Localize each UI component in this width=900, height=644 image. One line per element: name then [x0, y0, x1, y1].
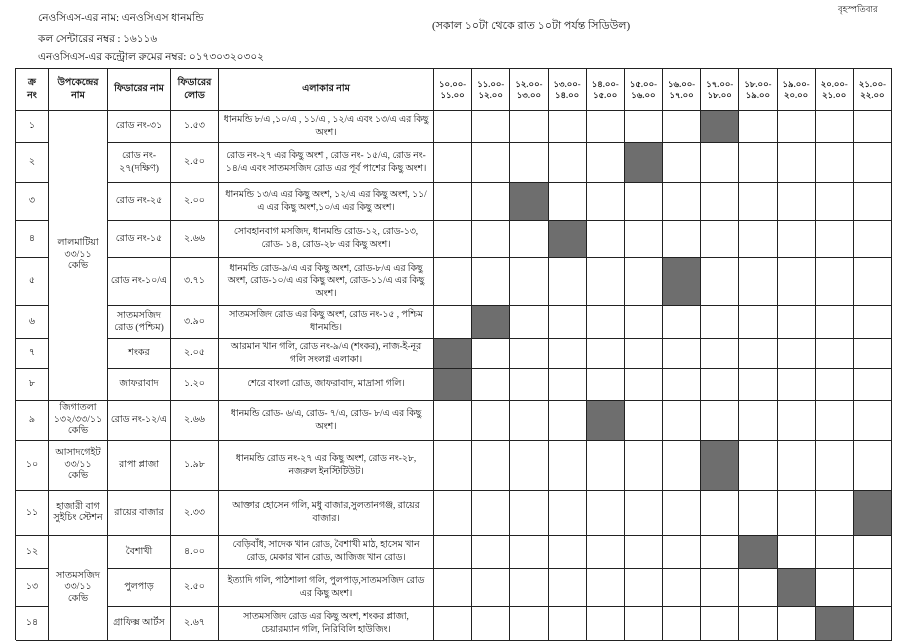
area-cell: ধানমন্ডি ১৩/এ এর কিছু অংশ, ১২/এ এর কিছু অংশ, ১১/এ এর কিছু অংশ,১০/এ এর কিছু অংশ।: [219, 183, 434, 221]
time-slot-cell: [472, 339, 510, 369]
time-slot-cell: [510, 441, 548, 491]
time-slot-cell: [434, 183, 472, 221]
time-slot-cell: [587, 339, 625, 369]
time-slot-cell: [816, 491, 854, 536]
area-cell: ইত্যাদি গলি, পাঠশালা গলি, পুলপাড়,সাতমসজিদ রোড এর কিছু অংশ।: [219, 569, 434, 607]
time-slot-cell: [816, 258, 854, 306]
area-cell: ধানমন্ডি রোড- ৬/এ, রোড- ৭/এ, রোড- ৮/এ এর কিছু অংশ।: [219, 401, 434, 441]
time-slot-cell: [663, 339, 701, 369]
time-slot-cell: [587, 306, 625, 339]
time-slot-cell: [663, 491, 701, 536]
time-slot-cell: [701, 491, 739, 536]
time-slot-header: ১০.০০- ১১.০০: [434, 69, 472, 111]
time-slot-cell: [663, 111, 701, 143]
time-slot-cell: [854, 306, 892, 339]
time-slot-cell: [625, 339, 663, 369]
time-slot-cell: [434, 401, 472, 441]
feeder-load-cell: ১.৯৮: [171, 441, 219, 491]
time-slot-cell: [510, 306, 548, 339]
time-slot-cell: [625, 441, 663, 491]
time-slot-cell: [510, 569, 548, 607]
time-slot-cell: [739, 569, 777, 607]
time-slot-cell: [472, 569, 510, 607]
feeder-load-cell: ২.০৫: [171, 339, 219, 369]
control-room-number: এনওসিএস-এর কন্ট্রোল রুমের নম্বর: ০১৭৩০৩২০৩০২: [38, 52, 264, 63]
time-slot-cell: [816, 221, 854, 258]
feeder-name-cell: রোড নং-৩১: [108, 111, 171, 143]
time-slot-cell: [701, 339, 739, 369]
call-center-number: কল সেন্টারের নম্বর : ১৬১১৬: [38, 34, 158, 45]
serial-cell: ৮: [16, 369, 49, 401]
substation-cell: জিগাতলা ১৩২/৩৩/১১ কেভি: [49, 401, 108, 441]
time-slot-cell: [510, 221, 548, 258]
feeder-name-cell: সাতমসজিদ রোড (পশ্চিম): [108, 306, 171, 339]
feeder-name-cell: গ্রাফিক্স আর্টস: [108, 607, 171, 641]
time-slot-cell: [472, 401, 510, 441]
time-slot-cell: [587, 607, 625, 641]
time-slot-cell: [816, 339, 854, 369]
time-slot-cell: [434, 306, 472, 339]
time-slot-cell: [549, 258, 587, 306]
time-slot-cell: [472, 111, 510, 143]
outage-slot-cell: [701, 441, 739, 491]
feeder-load-cell: ৩.৯০: [171, 306, 219, 339]
time-slot-cell: [739, 306, 777, 339]
time-slot-header: ১৭.০০- ১৮.০০: [701, 69, 739, 111]
time-slot-cell: [434, 491, 472, 536]
time-slot-cell: [625, 369, 663, 401]
time-slot-cell: [549, 536, 587, 569]
time-slot-cell: [701, 306, 739, 339]
feeder-name-cell: রোড নং-১২/এ: [108, 401, 171, 441]
outage-slot-cell: [739, 536, 777, 569]
time-slot-cell: [625, 258, 663, 306]
outage-slot-cell: [854, 491, 892, 536]
time-slot-cell: [549, 369, 587, 401]
time-slot-cell: [816, 369, 854, 401]
time-slot-cell: [778, 491, 816, 536]
time-slot-cell: [549, 607, 587, 641]
time-slot-cell: [739, 111, 777, 143]
time-slot-cell: [510, 143, 548, 183]
feeder-name-cell: বৈশাখী: [108, 536, 171, 569]
column-header-area: এলাকার নাম: [219, 69, 434, 111]
time-slot-cell: [434, 569, 472, 607]
time-slot-cell: [472, 143, 510, 183]
feeder-load-cell: ৩.৭১: [171, 258, 219, 306]
time-slot-cell: [549, 441, 587, 491]
outage-slot-cell: [549, 221, 587, 258]
time-slot-cell: [587, 491, 625, 536]
time-slot-cell: [510, 258, 548, 306]
serial-cell: ৪: [16, 221, 49, 258]
time-slot-cell: [625, 569, 663, 607]
time-slot-cell: [472, 221, 510, 258]
time-slot-cell: [816, 536, 854, 569]
time-slot-cell: [587, 143, 625, 183]
outage-slot-cell: [434, 369, 472, 401]
time-slot-cell: [549, 569, 587, 607]
area-cell: ধানমন্ডি রোড-৯/এ এর কিছু অংশ, রোড-৮/এ এর কিছু অংশ, রোড-১০/এ এর কিছু অংশ, রোড-১১/এ এর কিছু অংশ।: [219, 258, 434, 306]
time-slot-cell: [510, 491, 548, 536]
time-slot-cell: [472, 441, 510, 491]
time-slot-cell: [587, 111, 625, 143]
feeder-load-cell: ২.৬৬: [171, 221, 219, 258]
time-slot-cell: [854, 183, 892, 221]
substation-cell: লালমাটিয়া ৩৩/১১ কেভি: [49, 111, 108, 401]
area-cell: সাতমসজিদ রোড এর কিছু অংশ, শংকর প্লাজা, চেয়ারম্যান গলি, নিরিবিলি হাউজিং।: [219, 607, 434, 641]
outage-slot-cell: [472, 306, 510, 339]
time-slot-cell: [739, 401, 777, 441]
time-slot-cell: [778, 221, 816, 258]
feeder-name-cell: রায়ের বাজার: [108, 491, 171, 536]
serial-cell: ১০: [16, 441, 49, 491]
time-slot-cell: [510, 339, 548, 369]
time-slot-cell: [549, 491, 587, 536]
time-slot-cell: [663, 369, 701, 401]
time-slot-cell: [549, 401, 587, 441]
area-cell: আরমান খান গলি, রোড নং-৯/এ (শংকর), নাজ-ই-নূর গলি সংলগ্ন এলাকা।: [219, 339, 434, 369]
substation-cell: সাতমসজিদ ৩৩/১১ কেভি: [49, 536, 108, 641]
area-cell: সোবহানবাগ মসজিদ, ধানমন্ডি রোড-১২, রোড-১৩, রোড- ১৪, রোড-২৮ এর কিছু অংশ।: [219, 221, 434, 258]
feeder-load-cell: ২.৬৭: [171, 607, 219, 641]
time-slot-cell: [472, 183, 510, 221]
time-slot-cell: [739, 221, 777, 258]
time-slot-cell: [778, 111, 816, 143]
time-slot-cell: [587, 258, 625, 306]
time-slot-cell: [778, 441, 816, 491]
time-slot-header: ১৩.০০- ১৪.০০: [549, 69, 587, 111]
time-slot-cell: [816, 143, 854, 183]
feeder-load-cell: ২.৩৩: [171, 491, 219, 536]
serial-cell: ৯: [16, 401, 49, 441]
time-slot-cell: [434, 536, 472, 569]
time-slot-cell: [816, 306, 854, 339]
time-slot-cell: [854, 143, 892, 183]
time-slot-cell: [778, 143, 816, 183]
time-slot-cell: [587, 369, 625, 401]
outage-slot-cell: [663, 258, 701, 306]
time-slot-header: ১১.০০- ১২.০০: [472, 69, 510, 111]
feeder-load-cell: ১.২০: [171, 369, 219, 401]
time-slot-header: ১৯.০০- ২০.০০: [778, 69, 816, 111]
time-slot-cell: [854, 441, 892, 491]
serial-cell: ৫: [16, 258, 49, 306]
feeder-name-cell: রাপা প্লাজা: [108, 441, 171, 491]
time-slot-cell: [510, 607, 548, 641]
time-slot-cell: [587, 441, 625, 491]
time-slot-cell: [816, 569, 854, 607]
outage-slot-cell: [816, 607, 854, 641]
serial-cell: ১৪: [16, 607, 49, 641]
time-slot-cell: [434, 441, 472, 491]
serial-cell: ৬: [16, 306, 49, 339]
outage-slot-cell: [625, 143, 663, 183]
time-slot-cell: [701, 221, 739, 258]
time-slot-cell: [778, 339, 816, 369]
time-slot-cell: [625, 221, 663, 258]
time-slot-cell: [854, 339, 892, 369]
time-slot-cell: [472, 369, 510, 401]
substation-cell: আসাদগেইট ৩৩/১১ কেভি: [49, 441, 108, 491]
time-slot-cell: [472, 536, 510, 569]
outage-slot-cell: [587, 401, 625, 441]
area-cell: বেড়িবাঁধ, সাদেক খান রোড, বৈশাখী মাঠ, হাসেম খান রোড, মেকার খান রোড, আজিজ খান রোড।: [219, 536, 434, 569]
time-slot-cell: [778, 369, 816, 401]
column-header-feeder: ফিডারের নাম: [108, 69, 171, 111]
time-slot-cell: [854, 111, 892, 143]
time-slot-cell: [778, 258, 816, 306]
time-slot-cell: [587, 221, 625, 258]
schedule-table: [15, 68, 892, 640]
time-slot-header: ২১.০০- ২২.০০: [854, 69, 892, 111]
serial-cell: ১২: [16, 536, 49, 569]
time-slot-cell: [549, 306, 587, 339]
area-cell: শেরে বাংলা রোড, জাফরাবাদ, মাদ্রাসা গলি।: [219, 369, 434, 401]
time-slot-cell: [663, 441, 701, 491]
time-slot-cell: [625, 183, 663, 221]
time-slot-cell: [778, 607, 816, 641]
outage-slot-cell: [701, 111, 739, 143]
time-slot-cell: [854, 221, 892, 258]
column-header-serial: ক্র নং: [16, 69, 49, 111]
time-slot-cell: [549, 111, 587, 143]
time-slot-cell: [663, 536, 701, 569]
time-slot-cell: [510, 369, 548, 401]
serial-cell: ৩: [16, 183, 49, 221]
time-slot-cell: [701, 569, 739, 607]
feeder-name-cell: রোড নং-১০/এ: [108, 258, 171, 306]
time-slot-cell: [816, 183, 854, 221]
time-slot-cell: [739, 143, 777, 183]
time-slot-cell: [701, 183, 739, 221]
outage-slot-cell: [778, 569, 816, 607]
time-slot-cell: [739, 607, 777, 641]
time-slot-header: ১৫.০০- ১৬.০০: [625, 69, 663, 111]
time-slot-cell: [472, 607, 510, 641]
time-slot-header: ১২.০০- ১৩.০০: [510, 69, 548, 111]
time-slot-cell: [549, 143, 587, 183]
time-slot-cell: [816, 111, 854, 143]
feeder-load-cell: ২.০০: [171, 183, 219, 221]
feeder-name-cell: রোড নং- ২৭(দক্ষিণ): [108, 143, 171, 183]
time-slot-cell: [739, 491, 777, 536]
area-cell: রোড নং-২৭ এর কিছু অংশ , রোড নং- ১৫/এ, রোড নং- ১৪/এ এবং সাতমসজিদ রোড এর পূর্ব পাশের কিছু অংশ।: [219, 143, 434, 183]
time-slot-cell: [625, 111, 663, 143]
time-slot-cell: [434, 221, 472, 258]
feeder-load-cell: ২.৫০: [171, 569, 219, 607]
time-slot-cell: [434, 111, 472, 143]
time-slot-header: ১৪.০০- ১৫.০০: [587, 69, 625, 111]
time-slot-header: ১৮.০০- ১৯.০০: [739, 69, 777, 111]
time-slot-cell: [549, 183, 587, 221]
time-slot-cell: [701, 369, 739, 401]
time-slot-cell: [663, 607, 701, 641]
time-slot-cell: [739, 183, 777, 221]
feeder-name-cell: পুলপাড়: [108, 569, 171, 607]
feeder-load-cell: ৪.০০: [171, 536, 219, 569]
substation-cell: হাজারী বাগ সুইচিং স্টেশন: [49, 491, 108, 536]
serial-cell: ১৩: [16, 569, 49, 607]
time-slot-cell: [510, 536, 548, 569]
time-slot-cell: [587, 536, 625, 569]
time-slot-cell: [434, 258, 472, 306]
time-slot-cell: [701, 607, 739, 641]
time-slot-cell: [854, 607, 892, 641]
time-slot-cell: [701, 401, 739, 441]
feeder-name-cell: রোড নং-২৫: [108, 183, 171, 221]
time-slot-cell: [854, 369, 892, 401]
time-slot-cell: [549, 339, 587, 369]
time-slot-cell: [739, 369, 777, 401]
time-slot-cell: [625, 536, 663, 569]
time-slot-cell: [739, 339, 777, 369]
time-slot-cell: [854, 536, 892, 569]
serial-cell: ৭: [16, 339, 49, 369]
day-label: বৃহস্পতিবার: [838, 4, 878, 14]
outage-slot-cell: [510, 183, 548, 221]
time-slot-cell: [816, 401, 854, 441]
time-slot-cell: [472, 491, 510, 536]
schedule-note: (সকাল ১০টা থেকে রাত ১০টা পর্যন্ত সিডিউল): [432, 20, 631, 32]
time-slot-cell: [663, 183, 701, 221]
feeder-name-cell: জাফরাবাদ: [108, 369, 171, 401]
time-slot-cell: [663, 221, 701, 258]
time-slot-cell: [587, 183, 625, 221]
feeder-name-cell: রোড নং-১৫: [108, 221, 171, 258]
column-header-substation: উপকেন্দ্রের নাম: [49, 69, 108, 111]
nocs-name: নেওসিএস-এর নাম: এনওসিএস ধানমন্ডি: [38, 13, 204, 24]
time-slot-cell: [434, 143, 472, 183]
feeder-load-cell: ২.৬৬: [171, 401, 219, 441]
time-slot-cell: [625, 607, 663, 641]
time-slot-cell: [739, 441, 777, 491]
feeder-load-cell: ১.৫৩: [171, 111, 219, 143]
time-slot-cell: [778, 306, 816, 339]
time-slot-cell: [854, 569, 892, 607]
time-slot-cell: [663, 401, 701, 441]
time-slot-cell: [625, 306, 663, 339]
time-slot-header: ১৬.০০- ১৭.০০: [663, 69, 701, 111]
serial-cell: ১: [16, 111, 49, 143]
outage-slot-cell: [434, 339, 472, 369]
time-slot-cell: [510, 401, 548, 441]
area-cell: আক্তার হোসেন গলি, মধু বাজার,সুলতানগঞ্জ, রায়ের বাজার।: [219, 491, 434, 536]
column-header-load: ফিডারের লোড: [171, 69, 219, 111]
time-slot-cell: [739, 258, 777, 306]
area-cell: ধানমন্ডি ৮/এ ,১০/এ , ১১/এ , ১২/এ এবং ১৩/এ এর কিছু অংশ।: [219, 111, 434, 143]
time-slot-cell: [701, 143, 739, 183]
time-slot-cell: [510, 111, 548, 143]
time-slot-cell: [701, 536, 739, 569]
feeder-name-cell: শংকর: [108, 339, 171, 369]
time-slot-cell: [625, 491, 663, 536]
time-slot-header: ২০.০০- ২১.০০: [816, 69, 854, 111]
time-slot-cell: [778, 536, 816, 569]
time-slot-cell: [587, 569, 625, 607]
time-slot-cell: [625, 401, 663, 441]
time-slot-cell: [472, 258, 510, 306]
serial-cell: ১১: [16, 491, 49, 536]
feeder-load-cell: ২.৫০: [171, 143, 219, 183]
time-slot-cell: [778, 401, 816, 441]
time-slot-cell: [778, 183, 816, 221]
time-slot-cell: [854, 258, 892, 306]
area-cell: সাতমসজিদ রোড এর কিছু অংশ, রোড নং-১৫ , পশ্চিম ধানমন্ডি।: [219, 306, 434, 339]
serial-cell: ২: [16, 143, 49, 183]
time-slot-cell: [663, 143, 701, 183]
time-slot-cell: [663, 569, 701, 607]
area-cell: ধানমন্ডি রোড নং-২৭ এর কিছু অংশ, রোড নং-২৮, নজরুল ইনস্টিটিউট।: [219, 441, 434, 491]
time-slot-cell: [816, 441, 854, 491]
time-slot-cell: [701, 258, 739, 306]
time-slot-cell: [663, 306, 701, 339]
time-slot-cell: [854, 401, 892, 441]
time-slot-cell: [434, 607, 472, 641]
